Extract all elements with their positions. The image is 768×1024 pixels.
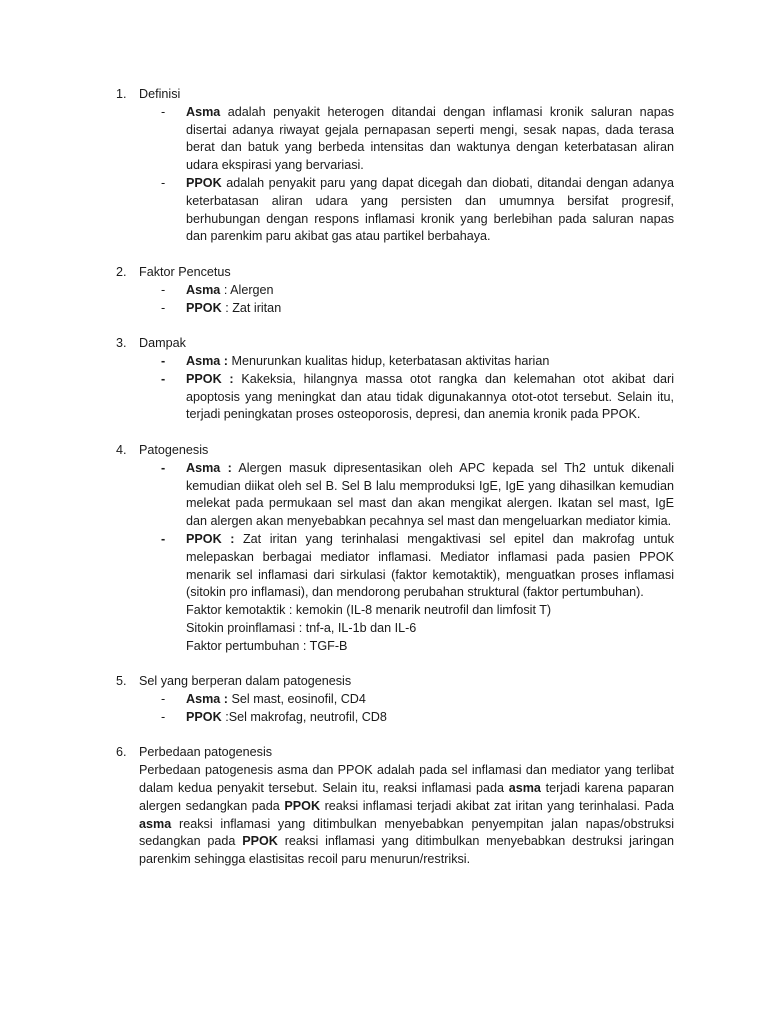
section-heading: [0, 264, 768, 282]
bullet-term: PPOK: [186, 175, 222, 190]
section-heading: [0, 335, 768, 353]
bullet-term: Asma :: [186, 460, 232, 475]
section-heading: [0, 86, 768, 104]
list-item: [0, 709, 768, 727]
extra-line: Faktor pertumbuhan : TGF-B: [186, 638, 348, 653]
bullet-dash: -: [161, 282, 166, 297]
list-item: [0, 104, 768, 175]
list-item: [0, 175, 768, 246]
bullet-text: :Sel makrofag, neutrofil, CD8: [225, 709, 387, 724]
paragraph-bold-term: PPOK: [242, 834, 278, 849]
paragraph-text: reaksi inflamasi yang ditimbulkan menyebabkan penyempitan jalan napas/obstruksi sedangkan pada: [139, 816, 674, 849]
section-sel-berperan: [0, 673, 768, 726]
bullet-text: adalah penyakit paru yang dapat dicegah dan diobati, ditandai dengan adanya keterbatasan aliran udara yang persisten dan umumnya bersifat progresif, berhubungan dengan respons inflamasi kronik yang berlebihan pada saluran napas dan parenkim paru akibat gas atau partikel berbahaya.: [186, 175, 674, 244]
bullet-text: Zat iritan yang terinhalasi mengaktivasi sel epitel dan makrofag untuk melepaskan berbagai mediator inflamasi. Mediator inflamasi pada pasien PPOK menarik sel inflamasi dari sirkulasi (faktor kemotaktik), menguatkan proses inflamasi (sitokin pro inflamasi), dan mendorong perubahan struktural (faktor pertumbuhan).: [186, 531, 675, 600]
bullet-text: : Zat iritan: [225, 300, 282, 315]
section-perbedaan-patogenesis: [0, 744, 768, 869]
bullet-text: Sel mast, eosinofil, CD4: [231, 692, 366, 707]
bullet-term: Asma :: [186, 353, 228, 368]
paragraph-text: terjadi karena paparan alergen sedangkan pada: [139, 781, 674, 813]
bullet-term: PPOK :: [186, 531, 235, 546]
bullet-term: PPOK: [186, 300, 222, 315]
bullet-dash: -: [161, 460, 166, 475]
paragraph-text: Perbedaan patogenesis asma dan PPOK adalah pada sel inflamasi dan mediator yang terlibat dalam kedua penyakit tersebut. Selain itu, reaksi inflamasi pada: [139, 763, 674, 796]
section-title: Definisi: [139, 87, 181, 101]
paragraph-text: reaksi inflamasi yang ditimbulkan menyebabkan destruksi jaringan parenkim sehingga elastisitas recoil paru menurun/restriksi.: [139, 834, 674, 867]
document-page: [0, 86, 768, 887]
list-item: [0, 691, 768, 709]
list-item: [0, 300, 768, 318]
bullet-text: adalah penyakit heterogen ditandai dengan inflamasi kronik saluran napas disertai adanya riwayat gejala pernapasan seperti mengi, sesak napas, dada terasa berat dan batuk yang berbeda intensitas dan waktunya dengan keterbatasan aliran udara ekspirasi yang bervariasi.: [186, 104, 674, 173]
bullet-text: Menurunkan kualitas hidup, keterbatasan aktivitas harian: [231, 353, 550, 368]
section-definisi: [0, 86, 768, 246]
bullet-term: Asma: [186, 104, 221, 119]
section-title: Perbedaan patogenesis: [139, 745, 273, 760]
bullet-dash: -: [161, 371, 166, 386]
section-title: Faktor Pencetus: [139, 264, 231, 279]
bullet-term: PPOK :: [186, 371, 234, 386]
paragraph-bold-term: PPOK: [284, 798, 321, 813]
bullet-text: : Alergen: [223, 282, 274, 297]
bullet-separator: [220, 105, 227, 119]
section-number: 2.: [116, 264, 127, 279]
section-title: Sel yang berperan dalam patogenesis: [139, 674, 352, 689]
bullet-text: Kakeksia, hilangnya massa otot rangka dan kelemahan otot akibat dari apoptosis yang meningkat dan atau tidak digunakannya otot-otot tersebut. Selain itu, terjadi peningkatan proses osteoporosis, depresi, dan anemia kronik pada PPOK.: [186, 371, 674, 422]
list-item: [0, 531, 768, 602]
list-item: [0, 371, 768, 424]
section-number: 4.: [116, 442, 127, 457]
section-dampak: [0, 335, 768, 424]
section-number: 5.: [116, 674, 127, 689]
section-number: 1.: [116, 87, 127, 101]
section-heading: [0, 744, 768, 762]
bullet-term: PPOK: [186, 709, 222, 724]
extra-line: Sitokin proinflamasi : tnf-a, IL-1b dan IL-6: [186, 620, 417, 635]
paragraph-bold-term: asma: [139, 816, 172, 831]
section-title: Dampak: [139, 336, 186, 351]
bullet-dash: -: [161, 353, 166, 368]
list-item: [0, 282, 768, 300]
section-number: 3.: [116, 336, 127, 351]
paragraph-text: reaksi inflamasi terjadi akibat zat iritan yang terinhalasi. Pada: [320, 798, 675, 813]
bullet-dash: -: [161, 300, 166, 315]
bullet-dash: -: [161, 709, 166, 724]
paragraph-bold-term: asma: [508, 781, 541, 796]
section-faktor-pencetus: [0, 264, 768, 317]
bullet-dash: -: [161, 104, 166, 119]
paragraph: [0, 762, 768, 869]
section-heading: [0, 442, 768, 460]
bullet-dash: -: [161, 692, 166, 707]
bullet-dash: -: [161, 531, 166, 546]
list-item: [0, 353, 768, 371]
bullet-dash: -: [161, 175, 166, 190]
section-title: Patogenesis: [139, 442, 209, 457]
list-item: [0, 460, 768, 531]
bullet-term: Asma :: [186, 692, 228, 707]
extra-line: Faktor kemotaktik : kemokin (IL-8 menarik neutrofil dan limfosit T): [186, 603, 552, 618]
section-heading: [0, 673, 768, 691]
bullet-separator: [234, 532, 243, 546]
bullet-text: Alergen masuk dipresentasikan oleh APC kepada sel Th2 untuk dikenali kemudian diikat oleh sel B. Sel B lalu memproduksi IgE, IgE yang dihasilkan kemudian melekat pada permukaan sel mast dan akan mengikat alergen. Ikatan sel mast, IgE dan alergen akan menyebabkan pecahnya sel mast dan mengeluarkan mediator kimia.: [186, 460, 674, 529]
section-number: 6.: [116, 745, 127, 760]
section-patogenesis: [0, 442, 768, 656]
bullet-term: Asma: [186, 282, 221, 297]
